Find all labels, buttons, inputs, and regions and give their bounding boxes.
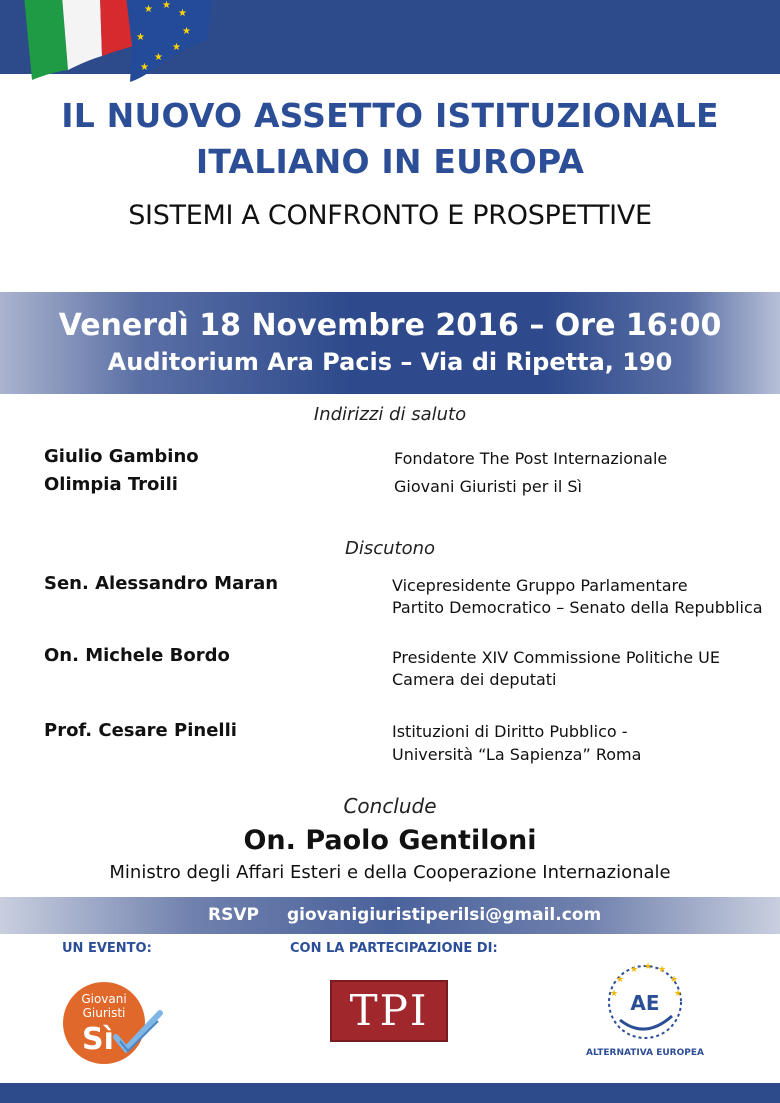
speaker-name: Olimpia Troili bbox=[44, 474, 178, 495]
logo-text: Giuristi bbox=[82, 1006, 126, 1020]
participation-label: CON LA PARTECIPAZIONE DI: bbox=[290, 941, 498, 956]
svg-text:★: ★ bbox=[172, 42, 181, 53]
speaker-role: Camera dei deputati bbox=[392, 670, 557, 689]
svg-text:★: ★ bbox=[644, 962, 653, 972]
event-date-time: Venerdì 18 Novembre 2016 – Ore 16:00 bbox=[58, 308, 722, 343]
speaker-role: Università “La Sapienza” Roma bbox=[392, 745, 642, 764]
greetings-heading: Indirizzi di saluto bbox=[313, 404, 467, 425]
page-subtitle: SISTEMI A CONFRONTO E PROSPETTIVE bbox=[128, 200, 652, 231]
giovani-giuristi-logo bbox=[62, 979, 166, 1067]
speaker-role: Partito Democratico – Senato della Repubblica bbox=[392, 598, 763, 617]
organizer-label: UN EVENTO: bbox=[62, 941, 152, 956]
italy-eu-flags-icon bbox=[22, 0, 222, 84]
rsvp-email-link[interactable]: giovanigiuristiperilsi@gmail.com bbox=[287, 905, 602, 925]
speaker-role: Presidente XIV Commissione Politiche UE bbox=[392, 648, 720, 667]
page-title-line1: IL NUOVO ASSETTO ISTITUZIONALE bbox=[61, 96, 719, 135]
event-venue: Auditorium Ara Pacis – Via di Ripetta, 190 bbox=[107, 348, 673, 376]
discussion-heading: Discutono bbox=[344, 538, 436, 559]
ae-logo-mark: AE bbox=[630, 991, 660, 1015]
page-title-line2: ITALIANO IN EUROPA bbox=[195, 142, 585, 181]
speaker-name: Prof. Cesare Pinelli bbox=[44, 720, 237, 741]
svg-text:★: ★ bbox=[658, 965, 667, 975]
svg-text:★: ★ bbox=[162, 0, 171, 11]
svg-text:★: ★ bbox=[616, 975, 625, 985]
svg-text:★: ★ bbox=[178, 8, 187, 19]
concluding-speaker-role: Ministro degli Affari Esteri e della Cooperazione Internazionale bbox=[109, 862, 671, 883]
svg-text:★: ★ bbox=[136, 32, 145, 43]
tpi-logo bbox=[330, 980, 448, 1042]
alternativa-europea-name: ALTERNATIVA EUROPEA bbox=[586, 1048, 704, 1058]
speaker-role: Istituzioni di Diritto Pubblico - bbox=[392, 722, 628, 741]
svg-text:★: ★ bbox=[670, 975, 679, 985]
speaker-role: Giovani Giuristi per il Sì bbox=[394, 477, 582, 496]
speaker-name: Giulio Gambino bbox=[44, 446, 199, 467]
svg-text:★: ★ bbox=[182, 26, 191, 37]
rsvp-label: RSVP bbox=[208, 905, 259, 925]
logo-text: Sì bbox=[82, 1022, 114, 1057]
svg-text:★: ★ bbox=[674, 989, 683, 999]
bottom-blue-bar bbox=[0, 1083, 780, 1103]
svg-text:★: ★ bbox=[140, 62, 149, 73]
speaker-role: Vicepresidente Gruppo Parlamentare bbox=[392, 576, 688, 595]
concluding-speaker-name: On. Paolo Gentiloni bbox=[243, 825, 537, 856]
speaker-name: On. Michele Bordo bbox=[44, 645, 230, 666]
tpi-logo-text: TPI bbox=[349, 986, 429, 1035]
svg-text:★: ★ bbox=[144, 4, 153, 15]
svg-text:★: ★ bbox=[610, 989, 619, 999]
svg-text:★: ★ bbox=[630, 965, 639, 975]
conclusion-heading: Conclude bbox=[343, 794, 437, 818]
speaker-role: Fondatore The Post Internazionale bbox=[394, 449, 668, 468]
alternativa-europea-logo bbox=[600, 962, 690, 1044]
speaker-name: Sen. Alessandro Maran bbox=[44, 573, 279, 594]
svg-text:★: ★ bbox=[154, 52, 163, 63]
logo-text: Giovani bbox=[81, 992, 127, 1006]
